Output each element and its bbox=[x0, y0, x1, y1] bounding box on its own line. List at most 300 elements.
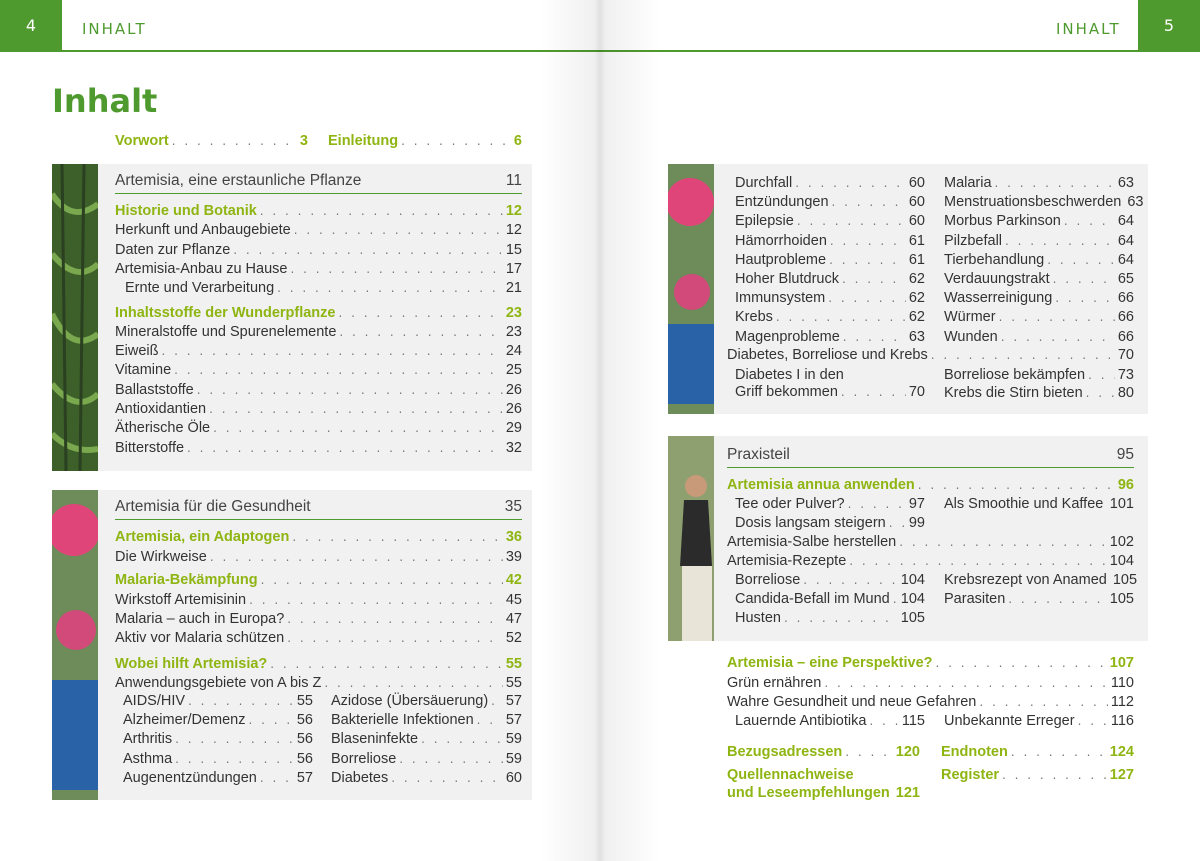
toc-leader-dots bbox=[893, 590, 898, 609]
toc-entry bbox=[944, 251, 1134, 270]
toc-entry bbox=[115, 132, 308, 151]
toc-entry-page: 104 bbox=[900, 572, 925, 588]
toc-entry bbox=[944, 174, 1134, 193]
toc-entry-title: Krebsrezept von Anamed bbox=[944, 572, 1107, 588]
toc-entry bbox=[944, 270, 1134, 289]
toc-entry-title: Register bbox=[941, 767, 1000, 783]
toc-entry-multiline bbox=[735, 367, 925, 384]
toc-entry bbox=[944, 232, 1134, 251]
toc-leader-dots bbox=[260, 202, 503, 221]
toc-entry-title: Azidose (Übersäuerung) bbox=[331, 693, 489, 709]
toc-leader-dots bbox=[797, 212, 906, 231]
toc-leader-dots bbox=[889, 514, 906, 533]
right-page-number: 5 bbox=[1138, 0, 1200, 52]
toc-entry bbox=[727, 693, 1134, 712]
toc-leader-dots bbox=[1086, 384, 1115, 403]
toc-entry-page: 63 bbox=[1117, 175, 1134, 191]
toc-leader-dots bbox=[1055, 289, 1115, 308]
section-page: 11 bbox=[505, 172, 522, 189]
toc-leader-dots bbox=[162, 342, 503, 361]
toc-entry-title: Daten zur Pflanze bbox=[115, 241, 231, 258]
toc-entry-page: 62 bbox=[908, 309, 925, 326]
toc-entry bbox=[735, 308, 925, 327]
toc-entry bbox=[115, 571, 522, 590]
toc-entry bbox=[941, 743, 1134, 762]
toc-entry bbox=[735, 251, 925, 270]
toc-leader-dots bbox=[828, 289, 906, 308]
toc-entry-page: 47 bbox=[505, 611, 522, 627]
toc-leader-dots bbox=[174, 361, 503, 380]
toc-entry-page: 60 bbox=[908, 213, 925, 230]
toc-leader-dots bbox=[294, 221, 503, 240]
toc-leader-dots bbox=[197, 381, 503, 400]
section-title: Praxisteil bbox=[727, 446, 790, 463]
toc-leader-dots bbox=[187, 439, 503, 458]
toc-entry-page: 39 bbox=[505, 549, 522, 565]
toc-entry-page: 6 bbox=[513, 133, 522, 149]
toc-entry-title: Morbus Parkinson bbox=[944, 213, 1061, 230]
toc-entry-page: 64 bbox=[1117, 251, 1134, 268]
toc-entry-title: Inhaltsstoffe der Wunderpflanze bbox=[115, 304, 336, 321]
toc-leader-dots bbox=[824, 674, 1108, 693]
toc-entry bbox=[115, 221, 522, 240]
toc-entry-page: 110 bbox=[1110, 675, 1134, 691]
toc-entry-page: 105 bbox=[900, 610, 925, 627]
toc-entry-title: Malaria – auch in Europa? bbox=[115, 611, 285, 627]
toc-entry-title: Arthritis bbox=[123, 731, 173, 748]
toc-entry bbox=[115, 610, 522, 629]
toc-leader-dots bbox=[842, 270, 906, 289]
toc-entry-title: Vitamine bbox=[115, 362, 172, 379]
right-page bbox=[600, 0, 1200, 861]
toc-entry-title: Als Smoothie und Kaffee bbox=[944, 496, 1104, 512]
toc-entry-page: 66 bbox=[1117, 309, 1134, 326]
toc-entry-title: Menstruationsbeschwerden bbox=[944, 194, 1122, 211]
toc-entry-page: 102 bbox=[1109, 534, 1134, 550]
toc-entry-page: 97 bbox=[908, 496, 925, 512]
toc-leader-dots bbox=[1088, 366, 1115, 385]
toc-entry bbox=[735, 609, 925, 628]
toc-entry bbox=[123, 750, 313, 769]
toc-leader-dots bbox=[784, 609, 898, 628]
toc-entry-title: Krebs die Stirn bieten bbox=[944, 385, 1083, 401]
toc-entry bbox=[727, 533, 1134, 552]
toc-leader-dots bbox=[1001, 328, 1115, 347]
toc-entry bbox=[331, 711, 522, 730]
toc-leader-dots bbox=[261, 571, 503, 590]
toc-leader-dots bbox=[209, 400, 503, 419]
toc-leader-dots bbox=[830, 232, 906, 251]
toc-entry-page: 107 bbox=[1109, 655, 1134, 671]
toc-entry-page: 32 bbox=[505, 439, 522, 456]
toc-leader-dots bbox=[233, 241, 503, 260]
toc-entry-page: 29 bbox=[505, 420, 522, 437]
toc-leader-dots bbox=[995, 174, 1115, 193]
toc-entry-page: 121 bbox=[895, 785, 920, 801]
toc-entry bbox=[115, 342, 522, 361]
toc-entry bbox=[944, 328, 1134, 347]
toc-entry bbox=[115, 629, 522, 648]
section-page: 95 bbox=[1116, 446, 1134, 463]
toc-leader-dots bbox=[277, 279, 503, 298]
toc-entry-page: 12 bbox=[505, 222, 522, 239]
toc-entry-title: Herkunft und Anbaugebiete bbox=[115, 222, 291, 239]
plant-photo bbox=[52, 164, 98, 471]
toc-entry-title: Wunden bbox=[944, 328, 998, 345]
toc-entry bbox=[115, 304, 522, 323]
toc-leader-dots bbox=[848, 495, 906, 514]
toc-entry-page: 56 bbox=[296, 731, 313, 748]
toc-entry-page: 61 bbox=[908, 251, 925, 268]
toc-entry-page: 112 bbox=[1110, 694, 1134, 710]
toc-entry-page: 55 bbox=[505, 656, 522, 672]
toc-entry bbox=[331, 692, 522, 711]
toc-entry-title: Candida-Befall im Mund bbox=[735, 591, 890, 608]
toc-leader-dots bbox=[979, 693, 1108, 712]
toc-entry bbox=[115, 361, 522, 380]
toc-entry bbox=[735, 495, 925, 514]
toc-entry-title: Artemisia-Anbau zu Hause bbox=[115, 260, 288, 277]
toc-entry bbox=[331, 750, 522, 769]
toc-entry-page: 64 bbox=[1117, 213, 1134, 230]
toc-entry bbox=[735, 712, 925, 731]
toc-leader-dots bbox=[776, 308, 906, 327]
toc-entry-title: Anwendungsgebiete von A bis Z bbox=[115, 675, 322, 691]
section-title: Artemisia für die Gesundheit bbox=[115, 498, 311, 515]
toc-entry bbox=[735, 270, 925, 289]
toc-entry-page: 55 bbox=[296, 693, 313, 709]
toc-entry-page: 66 bbox=[1117, 290, 1134, 307]
toc-entry bbox=[735, 232, 925, 251]
toc-entry-title: Borreliose bbox=[331, 750, 397, 767]
toc-entry-page: 127 bbox=[1109, 767, 1134, 783]
toc-leader-dots bbox=[936, 654, 1107, 673]
toc-entry-page: 105 bbox=[1112, 572, 1138, 588]
toc-leader-dots bbox=[270, 655, 503, 674]
toc-entry-page: 64 bbox=[1117, 232, 1134, 249]
toc-entry-title: Tee oder Pulver? bbox=[735, 496, 845, 512]
right-running-title: INHALT bbox=[1056, 20, 1121, 38]
toc-entry-page: 104 bbox=[1109, 553, 1134, 569]
person-photo bbox=[668, 436, 714, 641]
toc-entry-page: 101 bbox=[1109, 496, 1134, 512]
flower-photo bbox=[52, 490, 98, 800]
toc-entry-title: Hautprobleme bbox=[735, 251, 827, 268]
toc-entry-title: Ätherische Öle bbox=[115, 420, 211, 437]
toc-entry-page: 26 bbox=[505, 381, 522, 398]
page-title: Inhalt bbox=[52, 82, 158, 120]
toc-entry bbox=[944, 193, 1144, 212]
toc-entry-title: Mineralstoffe und Spurenelemente bbox=[115, 323, 337, 340]
toc-entry-title: Artemisia, ein Adaptogen bbox=[115, 529, 290, 545]
toc-entry-title: Bezugsadressen bbox=[727, 744, 843, 760]
toc-leader-dots bbox=[795, 174, 906, 193]
toc-entry-page: 73 bbox=[1117, 367, 1134, 383]
toc-entry-title: Ernte und Verarbeitung bbox=[125, 280, 275, 297]
toc-leader-dots bbox=[1002, 766, 1107, 785]
toc-entry bbox=[115, 655, 522, 674]
toc-leader-dots bbox=[1064, 212, 1115, 231]
toc-entry-title: Quellennachweise bbox=[727, 767, 854, 783]
toc-entry bbox=[123, 730, 313, 749]
toc-entry bbox=[115, 548, 522, 567]
toc-entry bbox=[331, 730, 522, 749]
toc-entry-title: Malaria-Bekämpfung bbox=[115, 572, 258, 588]
toc-entry bbox=[115, 591, 522, 610]
toc-leader-dots bbox=[1047, 251, 1115, 270]
toc-entry-page: 62 bbox=[908, 271, 925, 287]
toc-entry-page: 15 bbox=[505, 241, 522, 258]
toc-entry-title: Borreliose bbox=[735, 572, 801, 588]
toc-entry-title: Pilzbefall bbox=[944, 232, 1003, 249]
toc-leader-dots bbox=[477, 711, 503, 730]
toc-entry-page: 21 bbox=[505, 280, 522, 297]
toc-entry bbox=[331, 769, 522, 788]
toc-entry bbox=[727, 743, 920, 762]
toc-entry-title: Bitterstoffe bbox=[115, 439, 185, 456]
section-header-praxisteil bbox=[727, 446, 1134, 468]
toc-entry-page: 104 bbox=[900, 591, 925, 608]
flower-photo-2 bbox=[668, 164, 714, 414]
section-header-pflanze bbox=[115, 172, 522, 194]
toc-entry-title: Diabetes I in den bbox=[735, 367, 844, 383]
toc-leader-dots bbox=[845, 743, 893, 762]
toc-entry-title: Artemisia – eine Perspektive? bbox=[727, 655, 933, 671]
toc-entry bbox=[727, 784, 920, 803]
toc-entry-title: Tierbehandlung bbox=[944, 251, 1045, 268]
toc-entry-page: 96 bbox=[1117, 477, 1134, 493]
toc-entry-title: Artemisia annua anwenden bbox=[727, 477, 915, 493]
toc-entry-title: und Leseempfehlungen bbox=[727, 785, 890, 801]
toc-leader-dots bbox=[401, 132, 511, 151]
toc-entry bbox=[735, 571, 925, 590]
toc-entry bbox=[944, 712, 1134, 731]
toc-entry-title: Lauernde Antibiotika bbox=[735, 713, 867, 729]
toc-entry-page: 61 bbox=[908, 232, 925, 249]
toc-entry-title: Verdauungstrakt bbox=[944, 271, 1050, 287]
toc-entry-page: 70 bbox=[1117, 347, 1134, 363]
toc-entry bbox=[115, 381, 522, 400]
toc-entry-title: Wobei hilft Artemisia? bbox=[115, 656, 268, 672]
toc-entry-title: Hoher Blutdruck bbox=[735, 271, 839, 287]
toc-entry-page: 26 bbox=[505, 401, 522, 417]
toc-entry-title: Krebs bbox=[735, 309, 773, 326]
toc-entry-title: Borreliose bekämpfen bbox=[944, 367, 1086, 383]
toc-entry-title: Hämorrhoiden bbox=[735, 232, 827, 249]
toc-entry bbox=[735, 383, 925, 402]
toc-entry bbox=[115, 419, 522, 438]
toc-entry-page: 3 bbox=[299, 133, 308, 149]
section-header-gesundheit bbox=[115, 498, 522, 520]
toc-entry-title: Entzündungen bbox=[735, 194, 829, 211]
toc-entry bbox=[115, 323, 522, 342]
toc-leader-dots bbox=[829, 251, 906, 270]
toc-entry-title: Diabetes bbox=[331, 769, 389, 786]
toc-entry-title: Eiweiß bbox=[115, 343, 159, 360]
toc-leader-dots bbox=[421, 730, 503, 749]
toc-entry-title: Wasserreinigung bbox=[944, 290, 1053, 307]
toc-entry-page: 56 bbox=[296, 750, 313, 767]
right-page-header bbox=[600, 0, 1200, 52]
toc-entry-title: Aktiv vor Malaria schützen bbox=[115, 630, 285, 646]
toc-entry-title: Unbekannte Erreger bbox=[944, 713, 1075, 729]
toc-entry-page: 65 bbox=[1117, 271, 1134, 287]
toc-entry-page: 116 bbox=[1110, 713, 1134, 729]
toc-entry bbox=[735, 328, 925, 347]
toc-entry bbox=[727, 476, 1134, 495]
toc-entry bbox=[944, 590, 1134, 609]
toc-entry bbox=[115, 674, 522, 693]
toc-entry bbox=[944, 289, 1134, 308]
toc-entry bbox=[123, 692, 313, 711]
toc-entry-multiline bbox=[727, 767, 920, 784]
toc-entry-page: 17 bbox=[505, 260, 522, 277]
toc-entry-page: 66 bbox=[1117, 328, 1134, 345]
toc-entry bbox=[735, 193, 925, 212]
left-running-title: INHALT bbox=[82, 20, 147, 38]
toc-entry bbox=[727, 552, 1134, 571]
toc-entry-page: 59 bbox=[505, 750, 522, 767]
toc-entry-title: Ballaststoffe bbox=[115, 381, 194, 398]
toc-entry-page: 23 bbox=[505, 304, 522, 321]
toc-entry-page: 120 bbox=[895, 744, 920, 760]
toc-leader-dots bbox=[1053, 270, 1115, 289]
toc-leader-dots bbox=[172, 132, 297, 151]
toc-entry bbox=[115, 241, 522, 260]
toc-leader-dots bbox=[869, 712, 898, 731]
toc-entry-page: 80 bbox=[1117, 385, 1134, 401]
toc-entry-title: Durchfall bbox=[735, 175, 793, 191]
toc-entry-title: Malaria bbox=[944, 175, 992, 191]
toc-entry-title: Griff bekommen bbox=[735, 384, 838, 400]
toc-entry-page: 36 bbox=[505, 529, 522, 545]
toc-leader-dots bbox=[339, 323, 502, 342]
toc-entry bbox=[944, 495, 1134, 514]
toc-leader-dots bbox=[338, 304, 502, 323]
toc-entry-title: Historie und Botanik bbox=[115, 203, 257, 219]
toc-leader-dots bbox=[287, 610, 503, 629]
toc-leader-dots bbox=[832, 193, 906, 212]
toc-leader-dots bbox=[1078, 712, 1108, 731]
toc-entry bbox=[115, 260, 522, 279]
toc-entry bbox=[727, 674, 1134, 693]
toc-entry-page: 115 bbox=[901, 713, 925, 729]
toc-entry-page: 23 bbox=[505, 323, 522, 340]
toc-entry-page: 63 bbox=[1127, 194, 1144, 211]
toc-leader-dots bbox=[292, 528, 503, 547]
toc-leader-dots bbox=[841, 383, 906, 402]
toc-entry-title: Antioxidantien bbox=[115, 401, 207, 417]
toc-entry-page: 57 bbox=[296, 769, 313, 786]
toc-entry bbox=[944, 366, 1134, 385]
toc-entry-title: Dosis langsam steigern bbox=[735, 515, 886, 531]
toc-entry-page: 60 bbox=[908, 194, 925, 211]
toc-entry bbox=[123, 769, 313, 788]
toc-leader-dots bbox=[324, 674, 502, 693]
toc-entry-page: 24 bbox=[505, 343, 522, 360]
toc-leader-dots bbox=[391, 769, 503, 788]
left-page-header bbox=[0, 0, 600, 52]
toc-entry bbox=[115, 439, 522, 458]
toc-entry-title: Magenprobleme bbox=[735, 328, 840, 345]
toc-leader-dots bbox=[175, 750, 294, 769]
toc-entry-title: Wirkstoff Artemisinin bbox=[115, 592, 247, 608]
toc-entry-title: Grün ernähren bbox=[727, 675, 822, 691]
toc-entry-title: Asthma bbox=[123, 750, 173, 767]
toc-entry-page: 57 bbox=[505, 712, 522, 729]
toc-leader-dots bbox=[287, 629, 503, 648]
toc-entry-title: Bakterielle Infektionen bbox=[331, 712, 474, 729]
toc-entry bbox=[115, 528, 522, 547]
toc-entry bbox=[735, 174, 925, 193]
toc-entry-page: 12 bbox=[505, 203, 522, 219]
toc-leader-dots bbox=[918, 476, 1115, 495]
toc-entry-title: Husten bbox=[735, 610, 781, 627]
toc-entry-page: 105 bbox=[1109, 591, 1134, 608]
toc-entry bbox=[328, 132, 522, 151]
toc-entry bbox=[115, 400, 522, 419]
toc-leader-dots bbox=[210, 548, 503, 567]
toc-entry-page: 99 bbox=[908, 515, 925, 531]
toc-entry-page: 70 bbox=[908, 384, 925, 400]
toc-entry bbox=[735, 514, 925, 533]
toc-entry bbox=[944, 212, 1134, 231]
toc-leader-dots bbox=[843, 328, 906, 347]
toc-entry-title: Alzheimer/Demenz bbox=[123, 712, 246, 729]
toc-leader-dots bbox=[491, 692, 503, 711]
toc-leader-dots bbox=[999, 308, 1115, 327]
toc-entry-page: 57 bbox=[505, 693, 522, 709]
toc-entry bbox=[944, 384, 1134, 403]
toc-entry bbox=[944, 571, 1138, 590]
toc-entry bbox=[115, 202, 522, 221]
toc-leader-dots bbox=[931, 346, 1115, 365]
toc-entry-title: Endnoten bbox=[941, 744, 1008, 760]
toc-entry bbox=[727, 654, 1134, 673]
toc-leader-dots bbox=[849, 552, 1107, 571]
section-title: Artemisia, eine erstaunliche Pflanze bbox=[115, 172, 362, 189]
toc-leader-dots bbox=[290, 260, 502, 279]
toc-entry-page: 55 bbox=[505, 675, 522, 691]
toc-entry-title: Vorwort bbox=[115, 133, 169, 149]
toc-entry-title: Wahre Gesundheit und neue Gefahren bbox=[727, 694, 977, 710]
toc-leader-dots bbox=[175, 730, 294, 749]
toc-entry bbox=[735, 590, 925, 609]
toc-entry bbox=[735, 289, 925, 308]
toc-entry bbox=[115, 279, 522, 298]
toc-entry-page: 52 bbox=[505, 630, 522, 646]
toc-leader-dots bbox=[899, 533, 1107, 552]
toc-leader-dots bbox=[249, 711, 294, 730]
toc-entry-page: 45 bbox=[505, 592, 522, 608]
toc-entry bbox=[941, 766, 1134, 785]
toc-leader-dots bbox=[1011, 743, 1107, 762]
toc-entry bbox=[727, 346, 1134, 365]
toc-entry-title: Immunsystem bbox=[735, 290, 826, 307]
section-page: 35 bbox=[504, 498, 522, 515]
toc-entry-title: Diabetes, Borreliose und Krebs bbox=[727, 347, 928, 363]
toc-entry-title: Würmer bbox=[944, 309, 996, 326]
toc-entry-title: Blaseninfekte bbox=[331, 731, 419, 748]
toc-entry-page: 59 bbox=[505, 731, 522, 748]
toc-entry-title: Artemisia-Rezepte bbox=[727, 553, 847, 569]
toc-entry-title: Augenentzündungen bbox=[123, 769, 257, 786]
toc-leader-dots bbox=[1005, 232, 1115, 251]
toc-entry bbox=[123, 711, 313, 730]
toc-entry-title: Artemisia-Salbe herstellen bbox=[727, 534, 897, 550]
toc-leader-dots bbox=[260, 769, 294, 788]
toc-entry-page: 124 bbox=[1109, 744, 1134, 760]
